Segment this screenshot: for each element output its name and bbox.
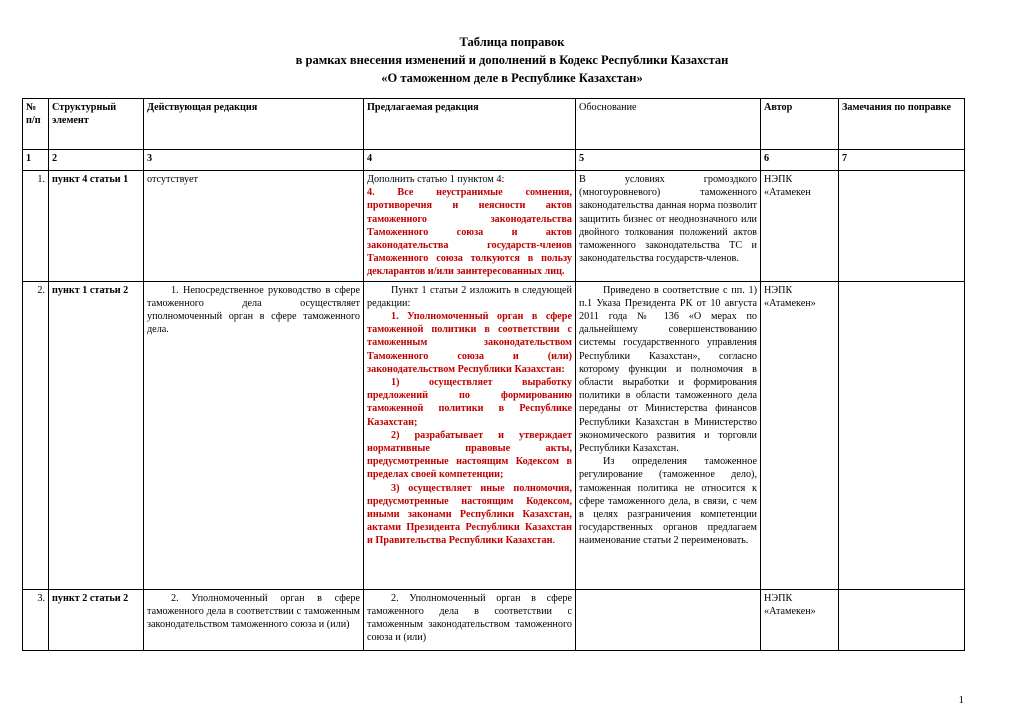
row-current <box>144 589 364 650</box>
document-title <box>0 33 1024 87</box>
page-number: 1 <box>958 694 964 706</box>
row-element: пункт 2 статьи 2 <box>49 589 144 650</box>
row-current: отсутствует <box>144 171 364 282</box>
title-line-2: в рамках внесения изменений и дополнений в Кодекс Республики Казахстан <box>295 53 729 67</box>
row-author: НЭПК «Атамекен <box>761 171 839 282</box>
header-current: Действующая редакция <box>144 99 364 150</box>
row-proposed <box>364 171 576 282</box>
col-number: 4 <box>364 150 576 171</box>
proposed-paragraph-2: 1) осуществляет выработку предложений по формированию таможенной политики в Республике Казахстан; <box>367 377 572 428</box>
row-remarks <box>839 281 965 589</box>
header-element: Структурный элемент <box>49 99 144 150</box>
title-line-3: «О таможенном деле в Республике Казахстан» <box>381 71 643 85</box>
proposed-paragraph-1: 1. Уполномоченный орган в сфере таможенной политики в соответствии с таможенным законодательством Таможенного союза и (или) законодательством Республики Казахстан: <box>367 311 572 375</box>
col-number: 1 <box>23 150 49 171</box>
row-current <box>144 281 364 589</box>
col-number: 5 <box>576 150 761 171</box>
proposed-end: . <box>552 535 556 547</box>
col-number: 7 <box>839 150 965 171</box>
col-number: 6 <box>761 150 839 171</box>
header-remarks: Замечания по поправке <box>839 99 965 150</box>
header-num: № п/п <box>23 99 49 150</box>
row-proposed <box>364 281 576 589</box>
col-number: 2 <box>49 150 144 171</box>
header-proposed: Предлагаемая редакция <box>364 99 576 150</box>
row-remarks <box>839 589 965 650</box>
table-row <box>23 281 965 589</box>
row-author: НЭПК «Атамекен» <box>761 281 839 589</box>
title-line-1: Таблица поправок <box>459 35 565 49</box>
proposed-paragraph-3: 2) разрабатывает и утверждает нормативные правовые акты, предусмотренные настоящим Кодексом в пределах своей компетенции; <box>367 429 572 481</box>
reason-paragraph-1: Приведено в соответствие с пп. 1) п.1 Указа Президента РК от 10 августа 2011 года № 136 «О мерах по дальнейшему совершенствованию системы государственного управления Республики Казахстан», согласно которому функции и полномочия в области выработки и формирования политики в области таможенного дела переданы от Министерства финансов Республики Казахстан в Министерство экономического развития и торговли Республики Казахстан. <box>579 284 757 455</box>
column-number-row <box>23 150 965 171</box>
proposed-intro: Пункт 1 статьи 2 изложить в следующей редакции: <box>367 284 572 309</box>
row-remarks <box>839 171 965 282</box>
row-reason <box>576 281 761 589</box>
row-number: 2. <box>23 281 49 589</box>
table-row <box>23 589 965 650</box>
amendments-table <box>22 98 965 651</box>
col-number: 3 <box>144 150 364 171</box>
proposed-paragraph-4-text: 3) осуществляет иные полномочия, предусмотренные настоящим Кодексом, иными законами Республики Казахстан, актами Президента Республики Казахстан и Правительства Республики Казахстан <box>367 482 572 547</box>
table-row <box>23 171 965 282</box>
header-author: Автор <box>761 99 839 150</box>
reason-paragraph-2: Из определения таможенное регулирование (таможенное дело), таможенная политика не относится к сфере таможенного дела, в связи, с чем в целях разграничения компетенции государственных органов предлагаем наименование статьи 2 переименовать. <box>579 456 757 547</box>
row-element: пункт 1 статьи 2 <box>49 281 144 589</box>
proposed-paragraph-4 <box>367 482 572 548</box>
header-reason: Обоснование <box>576 99 761 150</box>
row-proposed <box>364 589 576 650</box>
header-row <box>23 99 965 150</box>
row-number: 1. <box>23 171 49 282</box>
proposed-amendment: 4. Все неустранимые сомнения, противоречия и неясности актов таможенного законодательства Таможенного союза и актов законодательства государств-членов Таможенного союза толкуются в пользу декларантов и/или заинтересованных лиц. <box>367 187 572 278</box>
row-reason <box>576 589 761 650</box>
current-text: 2. Уполномоченный орган в сфере таможенного дела в соответствии с таможенным законодательством таможенного союза и (или) <box>147 592 360 631</box>
row-element: пункт 4 статьи 1 <box>49 171 144 282</box>
current-text: 1. Непосредственное руководство в сфере таможенного дела осуществляет уполномоченный орган в сфере таможенного дела. <box>147 284 360 336</box>
row-number: 3. <box>23 589 49 650</box>
proposed-text: 2. Уполномоченный орган в сфере таможенного дела в соответствии с таможенным законодательством таможенного союза и (или) <box>367 592 572 644</box>
proposed-intro: Дополнить статью 1 пунктом 4: <box>367 174 505 185</box>
row-reason: В условиях громоздкого (многоуровневого) таможенного законодательства данная норма позволит защитить бизнес от неоднозначного или двойного толкования положений актов таможенного законодательства ТС и законодательства государств-членов. <box>576 171 761 282</box>
row-author: НЭПК «Атамекен» <box>761 589 839 650</box>
